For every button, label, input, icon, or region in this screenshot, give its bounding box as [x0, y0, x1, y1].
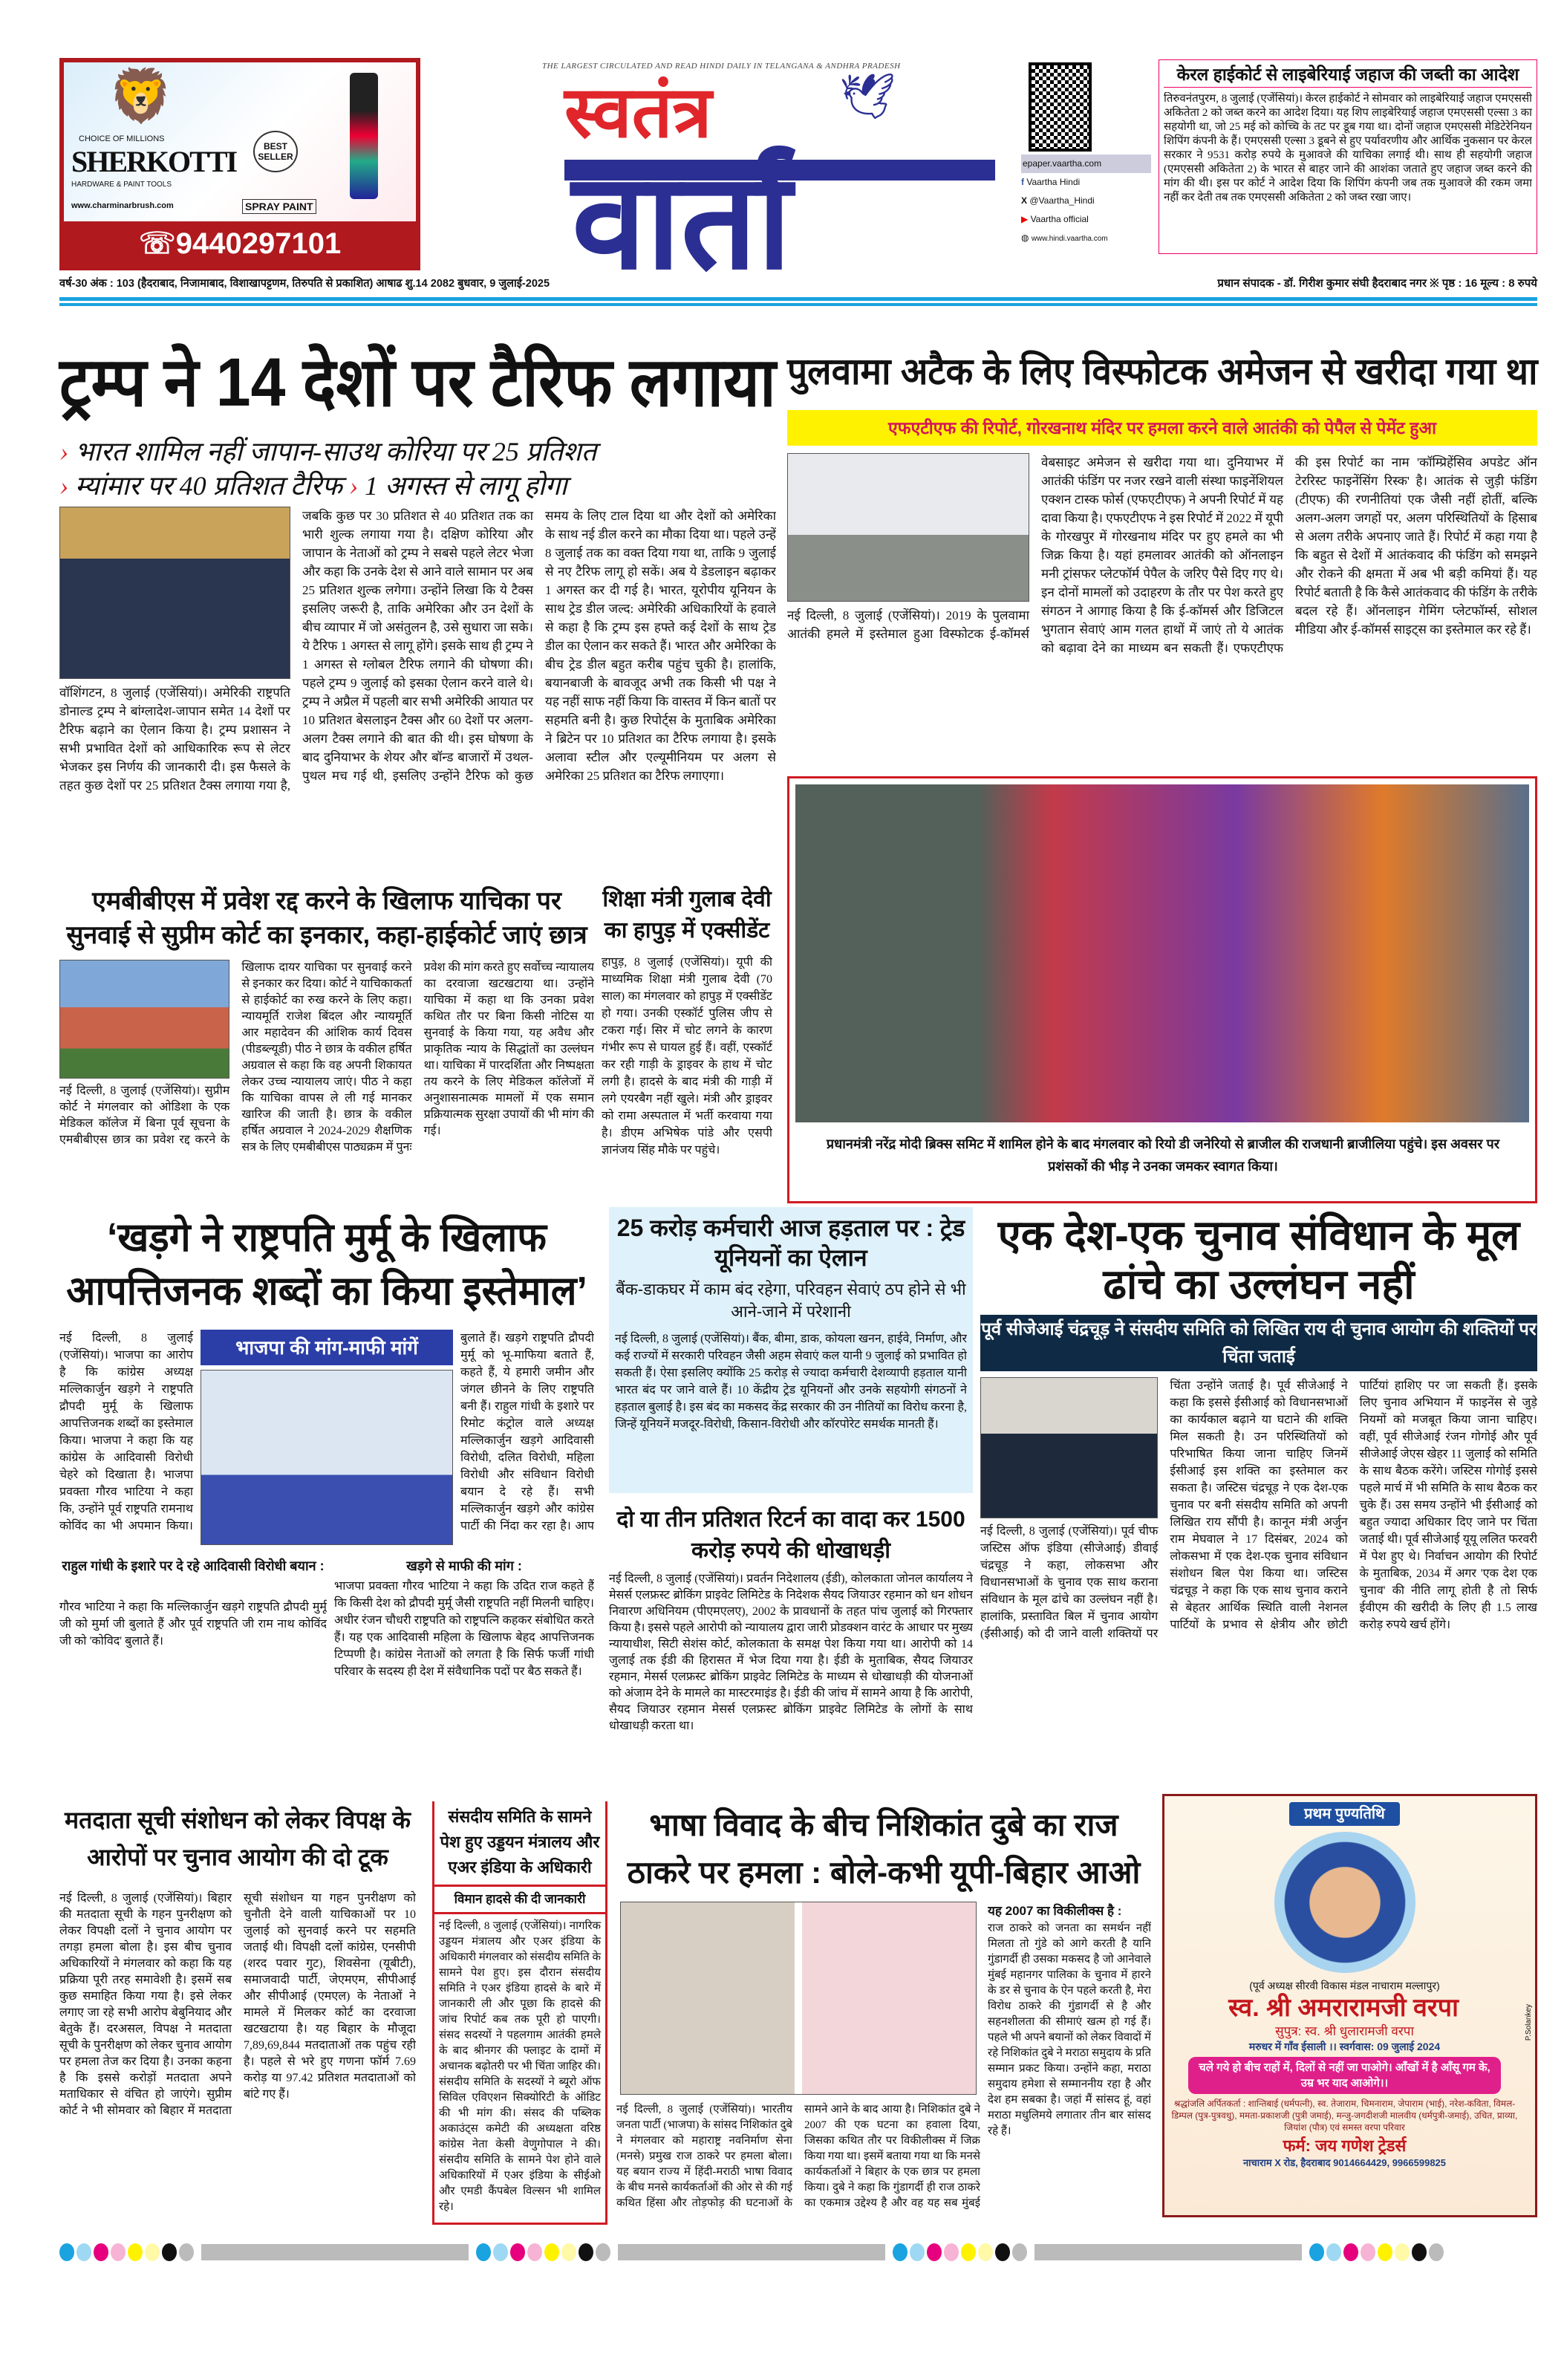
web-link[interactable] [1021, 229, 1151, 248]
globe-icon: ◍ [1021, 233, 1032, 243]
ad-badge: BEST SELLER [253, 131, 298, 172]
dubey-headline: भाषा विवाद के बीच निशिकांत दुबे का राज ठाकरे पर हमला : बोले-कभी यूपी-बिहार आओ [627, 1807, 1141, 1890]
onenation-headline: एक देश-एक चुनाव संविधान के मूल ढांचे का उल्लंघन नहीं [997, 1212, 1520, 1307]
mbbs-article [59, 960, 594, 1197]
modi-caption: प्रधानमंत्री नरेंद्र मोदी ब्रिक्स समिट में शामिल होने के बाद मंगलवार को रियो डी जनेरियो से ब्राजील की राजधानी ब्राजीलिया पहुंचे। इस अवसर पर प्रशंसकों की भीड़ ने उनका जमकर स्वागत किया। [826, 1137, 1500, 1174]
trump-article [59, 507, 776, 865]
aviation-headline: संसदीय समिति के सामने पेश हुए उड्डयन मंत्रालय और एअर इंडिया के अधिकारी [440, 1807, 600, 1876]
tribute-firm: फर्म: जय गणेश ट्रेडर्स [1283, 2136, 1407, 2155]
x-label: @Vaartha_Hindi [1029, 195, 1095, 206]
trump-sub1: भारत शामिल नहीं जापान-साउथ कोरिया पर 25 प्रतिशत [75, 437, 597, 466]
ad-product: SPRAY PAINT [242, 199, 316, 214]
dubey-sub: यह 2007 का विकीलीक्स है : [988, 1904, 1122, 1918]
masthead-ad [59, 58, 420, 270]
kharge-sub1: खड़गे से माफी की मांग : [406, 1558, 522, 1573]
spray-can-icon [350, 73, 378, 199]
editor-price: प्रधान संपादक - डॉ. गिरीश कुमार संघी हैदराबाद नगर ※ पृष्ठ : 16 मूल्य : 8 रुपये [1217, 277, 1537, 290]
pulwama-strap: एफएटीएफ की रिपोर्ट, गोरखनाथ मंदिर पर हमला करने वाले आतंकी को पेपैल से पेमेंट हुआ [787, 410, 1537, 446]
logo-main: वार्ता [572, 149, 792, 296]
shiksha-headline: शिक्षा मंत्री गुलाब देवी का हापुड़ में एक्सीडेंट [602, 887, 772, 943]
kharge-sub2: राहुल गांधी के इशारे पर दे रहे आदिवासी विरोधी बयान : [62, 1558, 325, 1573]
facebook-icon: f [1021, 177, 1027, 187]
fraud-headline: दो या तीन प्रतिशत रिटर्न का वादा कर 1500 करोड़ रुपये की धोखाधड़ी [616, 1507, 965, 1563]
mbbs-headline: एमबीबीएस में प्रवेश रद्द करने के खिलाफ याचिका पर सुनवाई से सुप्रीम कोर्ट का इनकार, कहा-हाईकोर्ट जाएं छात्र [66, 887, 587, 949]
ad-phone: 9440297101 [175, 227, 342, 260]
dubey-body: नई दिल्ली, 8 जुलाई (एजेंसियां)। भारतीय जनता पार्टी (भाजपा) के सांसद निशिकांत दुबे ने मंगलवार को महाराष्ट्र नवनिर्माण सेना (मनसे) प्रमुख राज ठाकरे पर हमला बोला। यह बयान राज्य में हिंदी-मराठी भाषा विवाद के बीच मनसे कार्यकर्ताओं की ओर से की गई कथित हिंसा और तोड़फोड़ की घटनाओं के सामने आने के बाद आया है। निशिकांत दुबे ने 2007 की एक घटना का हवाला दिया, जिसका कथित तौर पर विकीलीक्स में जिक्र किया गया था। इसमें बताया गया था कि मनसे कार्यकर्ताओं ने बिहार के एक छात्र पर हमला किया। दुबे ने कहा कि गुंडागर्दी ही राज ठाकरे का एकमात्र उद्देश्य है और वह यह सब मुंबई [616, 2104, 980, 2209]
pulwama-photo [787, 453, 1029, 602]
youtube-link[interactable] [1021, 210, 1151, 229]
tribute-ad [1162, 1794, 1537, 2217]
brief-box [1159, 59, 1537, 254]
youtube-icon: ▶ [1021, 214, 1031, 224]
aviation-body: नई दिल्ली, 8 जुलाई (एजेंसियां)। नागरिक उड्डयन मंत्रालय और एअर इंडिया के अधिकारी मंगलवार को संसदीय समिति के सामने पेश हुए। इस दौरान संसदीय समिति ने एअर इंडिया हादसे के बारे में जानकारी ली और पूछा कि हादसे की जांच रिपोर्ट कब तक पूरी हो पाएगी। संसद सदस्यों ने पहलगाम आतंकी हमले के बाद श्रीनगर की फ्लाइट के दामों में अचानक बढ़ोतरी पर भी चिंता जाहिर की। संसदीय समिति के सदस्यों ने ब्यूरो ऑफ सिविल एविएशन सिक्योरिटी के ऑडिट की भी मांग की। संसद की पब्लिक अकाउंट्स कमेटी की अध्यक्षता वरिष्ठ कांग्रेस नेता केसी वेणुगोपाल ने की। संसदीय समिति के सामने पेश होने वाले अधिकारियों में एअर इंडिया के सीईओ और एमडी कैंपबेल विल्सन भी शामिल रहे। [439, 1920, 601, 2213]
trump-sub2: म्यांमार पर 40 प्रतिशत टैरिफ [75, 471, 342, 501]
shiksha-body: हापुड़, 8 जुलाई (एजेंसियां)। यूपी की माध्यमिक शिक्षा मंत्री गुलाब देवी (70 साल) का मंगलवार को हापुड़ में एक्सीडेंट हो गया। उनकी एस्कॉर्ट पुलिस जीप से टकरा गई। सिर में चोट लगने के कारण गंभीर रूप से घायल हुई हैं। वहीं, एस्कॉर्ट कर रही गाड़ी के ड्राइवर के हाथ में चोट लगी है। हादसे के बाद मंत्री की गाड़ी में लगे एयरबैग नहीं खुले। मंत्री और ड्राइवर को रामा अस्पताल में भर्ती करवाया गया है। डीएम अभिषेक पांडे और एसपी ज्ञानंजय सिंह मौके पर पहुंचे। [602, 956, 772, 1157]
ad-phone-bar [59, 221, 420, 266]
epaper-link[interactable]: epaper.vaartha.com [1021, 155, 1151, 173]
tribute-address: नाचाराम X रोड, हैदराबाद 9014664429, 9966599825 [1242, 2157, 1447, 2168]
facebook-link[interactable] [1021, 173, 1151, 192]
dubey-body2: राज ठाकरे को जनता का समर्थन नहीं मिलता तो गुंडे को आगे करती है यानि गुंडागर्दी ही उसका मकसद है जो आनेवाले मुंबई महानगर पालिका के चुनाव में हारने के डर से चुनाव के ऐन पहले करती है, मेरा विरोध ठाकरे की गुंडागर्दी से है और सहनशीलता की सीमाएं खत्म हो गई हैं। पहले भी अपने बयानों को लेकर विवादों में रहे निशिकांत दुबे ने मराठा समुदाय के प्रति सम्मान प्रकट किया। उन्होंने कहा, मराठा समुदाय हमेशा से सम्माननीय रहा है और देश हम सबका है। जहां मैं सांसद हूं, वहां मराठा मधुलिमये लगातार तीन बार सांसद रहे हैं। [988, 1922, 1151, 2137]
ad-brand: SHERKOTTI [71, 145, 237, 178]
tribute-village: मरुधर में गाँव ईसाली ।। स्वर्गवास: 09 जुलाई 2024 [1248, 2041, 1441, 2052]
strike-headline: 25 करोड़ कर्मचारी आज हड़ताल पर : ट्रेड यूनियनों का ऐलान [616, 1215, 965, 1271]
ad-tagline: CHOICE OF MILLIONS [79, 134, 165, 143]
web-label: www.hindi.vaartha.com [1031, 235, 1108, 243]
kharge-body2: भाजपा प्रवक्ता गौरव भाटिया ने कहा कि उदित राज कहते हैं कि किसी देश को द्रौपदी मुर्मू जैसी राष्ट्रपति नहीं मिलनी चाहिए। अधीर रंजन चौधरी राष्ट्रपति को राष्ट्रपत्नि कहकर संबोधित करते हैं। यह एक आदिवासी महिला के खिलाफ बेहद आपत्तिजनक टिप्पणी है। कांग्रेस नेताओं को लगता है कि सिर्फ फर्जी गांधी परिवार के सदस्य ही देश में संवैधानिक पदों पर बैठ सकते हैं। [334, 1580, 594, 1678]
phone-icon: ☏ [138, 227, 176, 260]
kharge-headline: ‘खड़गे ने राष्ट्रपति मुर्मू के खिलाफ आपत्तिजनक शब्दों का किया इस्तेमाल’ [66, 1215, 587, 1313]
color-registration-bar [59, 2243, 1537, 2261]
x-icon: X [1021, 195, 1030, 206]
facebook-label: Vaartha Hindi [1026, 177, 1081, 187]
trump-sub3: 1 अगस्त से लागू होगा [364, 471, 567, 501]
kharge-body3: गौरव भाटिया ने कहा कि मल्लिकार्जुन खड़गे राष्ट्रपति द्रौपदी मुर्मू जी को मुर्मा जी बुलाते हैं और पूर्व राष्ट्रपति जी राम नाथ कोविंद जी को 'कोविद' बुलाते हैं। [59, 1601, 327, 1648]
ad-url: www.charminarbrush.com [71, 201, 174, 210]
trump-photo [59, 507, 290, 679]
masthead-rule [59, 297, 1537, 306]
tribute-son: सुपुत्र: स्व. श्री धुलारामजी वरपा [1275, 2024, 1414, 2038]
tribute-poem: चले गये हो बीच राहों में, दिलों से नहीं जा पाओगे। आँखों में है आँसू गम के, उम्र भर याद आओगे।। [1188, 2057, 1501, 2094]
strike-box [609, 1207, 973, 1493]
mbbs-body: नई दिल्ली, 8 जुलाई (एजेंसियां)। सुप्रीम कोर्ट ने मंगलवार को ओडिशा के एक मेडिकल कॉलेज में बिना पूर्व सूचना के एमबीबीएस छात्र का प्रवेश रद्द करने के खिलाफ दायर याचिका पर सुनवाई करने से इनकार कर दिया। कोर्ट ने याचिकाकर्ता से हाईकोर्ट का रुख करने के लिए कहा। न्यायमूर्ति राजेश बिंदल और न्यायमूर्ति आर महादेवन की आंशिक कार्य दिवस (पीडब्ल्यूडी) पीठ ने छात्र के वकील हर्षित अग्रवाल से कहा कि वह अपनी शिकायत लेकर उच्च न्यायालय जाएं। पीठ ने कहा कि याचिका वापस ले ली गई मानकर खारिज की जाती है। छात्र के वकील हर्षित अग्रवाल ने 2024-2029 शैक्षणिक सत्र के लिए एमबीबीएस पाठ्यक्रम में पुनः प्रवेश की मांग करते हुए सर्वोच्च न्यायालय का दरवाजा खटखटाया था। उन्होंने याचिका में कहा था कि उनका प्रवेश कथित तौर पर बिना किसी नोटिस या सुनवाई के किया गया, यह अवैध और प्राकृतिक न्याय के सिद्धांतों का उल्लंघन था। याचिका में पारदर्शिता और निष्पक्षता तय करने के लिए मेडिकल कॉलेजों में अनुशासनात्मक मामलों में एक समान प्रक्रियात्मक सुरक्षा उपायों की भी मांग की गई। [59, 961, 594, 1154]
ad-sub: HARDWARE & PAINT TOOLS [71, 181, 172, 189]
voter-body: नई दिल्ली, 8 जुलाई (एजेंसियां)। बिहार की मतदाता सूची के गहन पुनरीक्षण को लेकर विपक्षी दलों ने चुनाव आयोग पर तगड़ा हमला बोला है। इस बीच चुनाव अधिकारियों ने मंगलवार को कहा कि यह प्रक्रिया पूरी तरह समावेशी है। इसमें सब कुछ समाहित किया गया है। इसे लेकर लगाए जा रहे सभी आरोप बेबुनियाद और बेतुके हैं। दरअसल, विपक्ष ने मतदाता सूची के पुनरीक्षण को लेकर चुनाव आयोग पर हमला तेज कर दिया है। उनका कहना है कि इससे करोड़ों मतदाता अपने मताधिकार से वंचित हो जाएंगे। सुप्रीम कोर्ट ने भी सोमवार को बिहार में मतदाता सूची संशोधन या गहन पुनरीक्षण को चुनौती देने वाली याचिकाओं पर 10 जुलाई को सुनवाई करने पर सहमति जताई थी। विपक्षी दलों कांग्रेस, एनसीपी (शरद पवार गुट), शिवसेना (यूबीटी), समाजवादी पार्टी, जेएमएम, सीपीआई और सीपीआई (एमएल) के नेताओं ने मामले में मिलकर कोर्ट का दरवाजा खटखटाया है। यह बिहार के मौजूदा 7,89,69,844 मतदाताओं तक पहुंच रही है। पहले से भरे हुए गणना फॉर्म 7.69 करोड़ या 97.42 प्रतिशत मतदाताओं को बांटे गए हैं। [59, 1892, 416, 2117]
chandrachud-photo [980, 1377, 1158, 1518]
trump-subheads: › भारत शामिल नहीं जापान-साउथ कोरिया पर 25 प्रतिशत › म्यांमार पर 40 प्रतिशत टैरिफ › 1 अगस्त से लागू होगा [59, 437, 597, 501]
voter-headline: मतदाता सूची संशोधन को लेकर विपक्ष के आरोपों पर चुनाव आयोग की दो टूक [65, 1807, 411, 1870]
lion-logo-icon: 🦁 [108, 68, 174, 126]
qr-code-icon [1029, 62, 1092, 152]
trump-body: वॉशिंगटन, 8 जुलाई (एजेंसियां)। अमेरिकी राष्ट्रपति डोनाल्ड ट्रम्प ने बांग्लादेश-जापान समेत 14 देशों पर टैरिफ बढ़ाने का ऐलान किया है। ट्रम्प प्रशासन ने सभी प्रभावित देशों को आधिकारिक रूप से लेटर भेजकर इस निर्णय की जानकारी दी। इस फैसले के तहत कुछ देशों पर 25 प्रतिशत टैक्स लगाया गया है, जबकि कुछ पर 30 प्रतिशत से 40 प्रतिशत तक का भारी शुल्क लगाया गया है। दक्षिण कोरिया और जापान के नेताओं को ट्रम्प ने सबसे पहले लेटर भेजा और कहा कि उनके देश से आने वाले सामान पर अब 25 प्रतिशत शुल्क लगेगा। उन्होंने लिखा कि ये टैक्स इसलिए जरूरी है, ताकि अमेरिका और उन देशों के बीच व्यापार में जो असंतुलन है, उसे सुधारा जा सके। ये टैरिफ 1 अगस्त से लागू होंगे। इसके साथ ही ट्रम्प ने 1 अगस्त से ग्लोबल टैरिफ लगाने की घोषणा की। पहले ट्रम्प 9 जुलाई को इसका ऐलान करने वाले थे। ट्रम्प ने अप्रैल में पहली बार सभी अमेरिकी आयात पर 10 प्रतिशत बेसलाइन टैक्स और 60 देशों पर अलग-अलग टैक्स लगाने की बात की थी। इस घोषणा के बाद दुनियाभर के शेयर और बॉन्ड बाजारों में उथल-पुथल मच गई थी, इसलिए उन्होंने टैरिफ को कुछ समय के लिए टाल दिया था और देशों को अमेरिका के साथ नई डील करने का मौका दिया था। पहले उन्हें 8 जुलाई तक का वक्त दिया गया था, ताकि 9 जुलाई से नए टैरिफ लागू हो सकें। अब ये डेडलाइन बढ़ाकर 1 अगस्त कर दी गई है। भारत, यूरोपीय यूनियन के साथ ट्रेड डील जल्द: अमेरिकी अधिकारियों के हवाले से कहा है कि ट्रम्प इस हफ्ते कई देशों के साथ ट्रेड डील का ऐलान कर सकते हैं। भारत और अमेरिका के बीच ट्रेड डील बहुत करीब पहुंच चुकी है। हालांकि, बयानबाजी के बावजूद अभी तक किसी भी पक्ष ने यह नहीं साफ नहीं किया कि वास्तव में किन बातों पर सहमति बनी है। कुछ रिपोर्ट्स के मुताबिक अमेरिका ने ब्रिटेन पर 10 प्रतिशत का टैरिफ लगाया है। इसके अलावा स्टील और एल्यूमीनियम पर अलग से अमेरिका 25 प्रतिशत का टैरिफ लगाएगा। [59, 509, 776, 793]
modi-photo-box [787, 776, 1537, 1203]
pulwama-headline: पुलवामा अटैक के लिए विस्फोटक अमेजन से खरीदा गया था [787, 351, 1538, 392]
brief-title: केरल हाईकोर्ट से लाइबेरियाई जहाज की जब्ती का आदेश [1164, 63, 1532, 88]
pulwama-body: नई दिल्ली, 8 जुलाई (एजेंसियां)। 2019 के पुलवामा आतंकी हमले में इस्तेमाल हुआ विस्फोटक ई-कॉमर्स वेबसाइट अमेजन से खरीदा गया था। दुनियाभर में आतंकी फंडिंग पर नजर रखने वाली संस्था फाइनेंशियल एक्शन टास्क फोर्स (एफएटीएफ) ने अपनी रिपोर्ट में यह दावा किया है। एफएटीएफ ने इस रिपोर्ट में 2022 में यूपी के गोरखपुर में गोरखनाथ मंदिर पर हुए हमले का भी जिक्र किया है। यहां हमलावर आतंकी को ऑनलाइन मनी ट्रांसफर प्लेटफॉर्म पेपैल के जरिए पैसे दिए गए थे। इन दोनों मामलों को उदाहरण के तौर पर पेश करते हुए संगठन ने आगाह किया है कि ई-कॉमर्स और डिजिटल भुगतान सेवाएं आम गलत हाथों में जाएं तो ये आतंक को बढ़ावा देने का माध्यम बन सकती हैं। एफएटीएफ की इस रिपोर्ट का नाम 'कॉम्प्रिहेंसिव अपडेट ऑन टेररिस्ट फाइनेंसिंग रिस्क' है। आतंक से जुड़ी फंडिंग (टीएफ) की रणनीतियां एक जैसी नहीं होतीं, बल्कि अलग-अलग जगहों पर, अलग परिस्थितियों के हिसाब से अलग तरीके अपनाए जाते हैं। रिपोर्ट में कहा गया है कि बहुत से देशों में आतंकवाद की फंडिंग को समझने और रोकने की क्षमता में अब भी बड़ी कमियां हैं। यह रिपोर्ट बताती है कि कैसे आतंकवाद की फंडिंग के तरीके बदल रहे हैं। ऑनलाइन गेमिंग प्लेटफॉर्म्स, सोशल मीडिया और ई-कॉमर्स साइट्स का इस्तेमाल कर रहे हैं। [787, 455, 1537, 655]
tribute-name: स्व. श्री अमरारामजी वरपा [1228, 1994, 1459, 2022]
fraud-body: नई दिल्ली, 8 जुलाई (एजेंसियां)। प्रवर्तन निदेशालय (ईडी), कोलकाता जोनल कार्यालय ने मेसर्स एलफ्रस्ट ब्रोकिंग प्राइवेट लिमिटेड के निदेशक सैयद जियाउर रहमान को धन शोधन निवारण अधिनियम (पीएमएलए), 2002 के प्रावधानों के तहत पांच जुलाई को गिरफ्तार किया है। इससे पहले आरोपी को न्यायालय द्वारा जारी प्रोडक्शन वारंट के आधार पर मुख्य न्यायाधीश, सिटी सेशंस कोर्ट, कोलकाता के समक्ष पेश किया गया था। आरोपी को 14 जुलाई तक ईडी की हिरासत में भेज दिया गया है। ईडी के मुताबिक, सैयद जियाउर रहमान, मेसर्स एलफ्रस्ट ब्रोकिंग प्राइवेट लिमिटेड के माध्यम से धोखाधड़ी की योजनाओं को अंजाम देने के मामले का मास्टरमाइंड है। ईडी की जांच में सामने आया है कि आरोपी, सैयद जियाउर रहमान मेसर्स एलफ्रस्ट ब्रोकिंग प्राइवेट लिमिटेड के लोगों के साथ धोखाधड़ी करता था। [609, 1573, 973, 1732]
logo-top: स्वतंत्र [564, 73, 712, 152]
kharge-body: नई दिल्ली, 8 जुलाई (एजेंसियां)। भाजपा का आरोप है कि कांग्रेस अध्यक्ष मल्लिकार्जुन खड़गे ने राष्ट्रपति द्रौपदी मुर्मू के खिलाफ आपत्तिजनक शब्दों का इस्तेमाल किया। भाजपा ने कहा कि यह कांग्रेस के आदिवासी विरोधी चेहरे को दिखाता है। भाजपा प्रवक्ता गौरव भाटिया ने कहा कि, उन्होंने पूर्व राष्ट्रपति रामनाथ कोविंद का भी अपमान किया। बुलाते हैं। खड़गे राष्ट्रपति द्रौपदी मुर्मू को भू-माफिया बताते हैं, कहते हैं, ये हमारी जमीन और जंगल छीनने के लिए राष्ट्रपति बनी हैं। राहुल गांधी के इशारे पर रिमोट कंट्रोल वाले अध्यक्ष मल्लिकार्जुन खड़गे आदिवासी विरोधी, दलित विरोधी, महिला विरोधी और संविधान विरोधी बयान दे रहे हैं। सभी मल्लिकार्जुन खड़गे और कांग्रेस पार्टी की निंदा कर रहा है। आप [59, 1332, 594, 1532]
tribute-title: प्रथम पुण्यतिथि [1289, 1802, 1400, 1826]
trump-headline: ट्रम्प ने 14 देशों पर टैरिफ लगाया [59, 345, 776, 420]
brief-text: तिरुवनंतपुरम, 8 जुलाई (एजेंसियां)। केरल हाईकोर्ट ने सोमवार को लाइबेरियाई जहाज एमएससी अकितेता 2 को जब्त करने का आदेश दिया। यह शिप लाइबेरियाई जहाज एमएससी एल्सा 3 का सहयोगी था, जो 25 मई को कोच्चि के तट पर डूब गया था। दोनों जहाज एमएससी मेडिटेरेनियन शिपिंग कंपनी के हैं। एमएससी एल्सा 3 डूबने से हुए पर्यावरणीय और आर्थिक नुकसान पर केरल सरकार ने 9531 करोड़ रुपये के मुआवजे की याचिका लगाई थी। साथ ही सहयोगी जहाज (एमएससी अकितेता 2) के भारत से बाहर जाने की आशंका जताते हुए जहाज जब्त करने की मांग की थी। इस पर कोर्ट ने आदेश दिया कि शिपिंग कंपनी जब तक मुआवजे की रकम जमा नहीं कर देती तब तक एमएससी अकितेता 2 को जब्त रखा जाए। [1164, 93, 1532, 204]
strike-body: नई दिल्ली, 8 जुलाई (एजेंसियां)। बैंक, बीमा, डाक, कोयला खनन, हाईवे, निर्माण, और कई राज्यों में सरकारी परिवहन जैसी अहम सेवाएं कल यानी 9 जुलाई को प्रभावित हो सकती हैं। ऐसा इसलिए क्योंकि 25 करोड़ से ज्यादा कर्मचारी देशव्यापी हड़ताल यानी भारत बंद पर जाने वाले हैं। 10 केंद्रीय ट्रेड यूनियनों और उनके सहयोगी संगठनों ने हड़ताल बुलाई है। इस बंद का मकसद केंद्र सरकार की उन नीतियों का विरोध करना है, जिन्हें यूनियनें मजदूर-विरोधी, किसान-विरोधी और कॉरपोरेट समर्थक मानती हैं। [615, 1333, 967, 1431]
aviation-box [432, 1801, 607, 2225]
supreme-court-photo [59, 960, 229, 1079]
strike-sub: बैंक-डाकघर में काम बंद रहेगा, परिवहन सेवाएं ठप होने से भी आने-जाने में परेशानी [616, 1280, 966, 1321]
onenation-article [980, 1377, 1537, 1786]
pulwama-article [787, 453, 1537, 750]
dubey-col3 [988, 1902, 1151, 2221]
tribute-portrait [1274, 1832, 1415, 1973]
social-links [1021, 155, 1151, 248]
onenation-strap: पूर्व सीजेआई चंद्रचूड़ ने संसदीय समिति को लिखित राय दी चुनाव आयोग की शक्तियों पर चिंता जताई [980, 1315, 1537, 1371]
youtube-label: Vaartha official [1030, 214, 1089, 224]
tribute-family: श्रद्धांजलि अर्पितकर्ता : शान्तिबाई (धर्मपत्नी), स्व. तेजाराम, चिमनाराम, जेपाराम (भाई), नरेश-कविता, विमल-डिम्पल (पुत्र-पुत्रवधु), ममता-प्रकाशजी (पुत्री जमाई), मन्जु-जगदीशजी मालवीय (धर्मपुत्री-जमाई), उचित, प्राव्या, जियांश (पौत्र) एवं समस्त वरपा परिवार [1171, 2098, 1518, 2133]
kharge-label: भाजपा की मांग-माफी मांगें [201, 1330, 453, 1365]
modi-photo [795, 784, 1529, 1122]
dubey-thackeray-photo [620, 1902, 977, 2095]
tribute-former: (पूर्व अध्यक्ष सीरवी विकास मंडल नाचाराम मल्लापुर) [1249, 1980, 1440, 1992]
x-link[interactable] [1021, 192, 1151, 210]
onenation-body: नई दिल्ली, 8 जुलाई (एजेंसियां)। पूर्व चीफ जस्टिस ऑफ इंडिया (सीजेआई) डीवाई चंद्रचूड़ ने कहा, लोकसभा और विधानसभाओं के चुनाव एक साथ कराना संविधान के मूल ढांचे का उल्लंघन नहीं है। हालांकि, प्रस्तावित बिल में चुनाव आयोग (ईसीआई) को दी जाने वाली शक्तियों पर चिंता उन्होंने जताई है। पूर्व सीजेआई ने कहा कि इससे ईसीआई को विधानसभाओं का कार्यकाल बढ़ाने या घटाने की शक्ति मिल सकती है। उन परिस्थितियों को परिभाषित किया जाना चाहिए जिनमें ईसीआई इस शक्ति का इस्तेमाल कर सकता है। जस्टिस चंद्रचूड़ ने एक देश-एक चुनाव पर बनी संसदीय समिति को अपनी लिखित राय सौंपी है। कानून मंत्री अर्जुन राम मेघवाल ने 17 दिसंबर, 2024 को लोकसभा में एक देश-एक चुनाव संविधान संशोधन बिल पेश किया था। जस्टिस चंद्रचूड़ ने कहा कि एक साथ चुनाव कराने से बेहतर आर्थिक स्थिति वाली नेशनल पार्टियों के प्रभाव से क्षेत्रीय और छोटी पार्टियां हाशिए पर जा सकती हैं। इसके लिए चुनाव अभियान में फाइनेंस से जुड़े नियमों को मजबूत किया जाना चाहिए। वहीं, पूर्व सीजेआई रंजन गोगोई और पूर्व सीजेआई जेएस खेहर 11 जुलाई को समिति के साथ बैठक करेंगे। जस्टिस गोगोई इससे पहले मार्च में भी समिति के साथ बैठक कर चुके हैं। उस समय उन्होंने भी ईसीआई को बहुत ज्यादा अधिकार दिए जाने पर चिंता जताई थी। पूर्व सीजेआई यूयू ललित फरवरी में पेश हुए थे। निर्वाचन आयोग की रिपोर्ट के मुताबिक, 2034 में अगर 'एक देश एक चुनाव' की नीति लागू होती है तो सिर्फ ईवीएम की खरीदी के लिए ही 1.5 लाख करोड़ रुपये खर्च होंगे। [980, 1379, 1537, 1640]
issue-info: वर्ष-30 अंक : 103 (हैदराबाद, निजामाबाद, विशाखापट्टणम, तिरुपति से प्रकाशित) आषाढ शु.14 2082 बुधवार, 9 जुलाई-2025 [59, 277, 550, 290]
tribute-credit: P.Solankey [1525, 2004, 1533, 2041]
aviation-sub: विमान हादसे की दी जानकारी [434, 1885, 605, 1914]
bird-logo-icon: 🕊 [839, 72, 896, 121]
tagline: THE LARGEST CIRCULATED AND READ HINDI DAILY IN TELANGANA & ANDHRA PRADESH [542, 62, 901, 71]
